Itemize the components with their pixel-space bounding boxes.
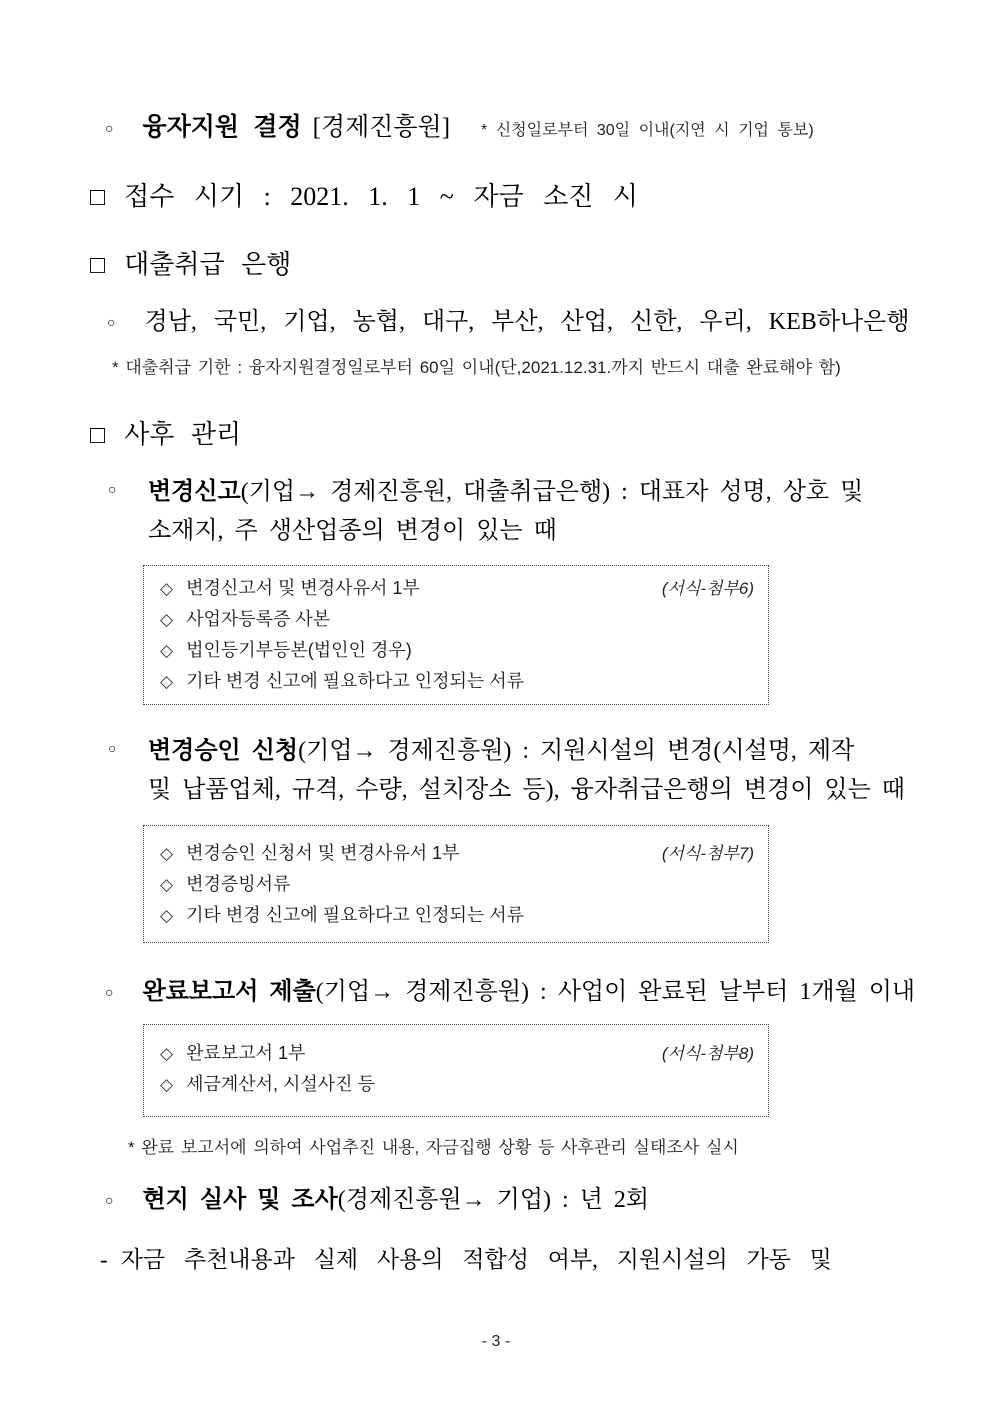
loan-decision-note: * 신청일로부터 30일 이내(지연 시 기업 통보) xyxy=(481,122,814,139)
change-approval-line1-rest: (기업→ 경제진흥원) : 지원시설의 변경(시설명, 제작 xyxy=(298,738,855,764)
circle-bullet-icon: ○ xyxy=(108,483,117,498)
doc-text: 변경승인 신청서 및 변경사유서 1부 xyxy=(186,843,460,863)
doc-row xyxy=(160,1069,754,1100)
diamond-bullet-icon: ◇ xyxy=(160,875,174,894)
circle-bullet-icon: ○ xyxy=(105,122,114,137)
circle-bullet-icon: ○ xyxy=(105,1194,114,1209)
doc-row xyxy=(160,666,754,697)
reception-period-line xyxy=(90,177,638,218)
form-ref-label: (서식-첨부8) xyxy=(661,1044,754,1063)
page-number: - 3 - xyxy=(481,1333,511,1350)
change-report-docs-box xyxy=(143,565,769,705)
circle-bullet-icon: ○ xyxy=(105,986,114,1001)
diamond-bullet-icon: ◇ xyxy=(160,610,174,629)
doc-row xyxy=(160,1038,754,1069)
banks-note: * 대출취급 기한 : 융자지원결정일로부터 60일 이내(단,2021.12.31.까지 반드시 대출 완료해야 함) xyxy=(112,358,841,377)
doc-row xyxy=(160,604,754,635)
square-bullet-icon: □ xyxy=(90,184,106,211)
doc-text: 완료보고서 1부 xyxy=(186,1043,306,1063)
onsite-inspection-title: 현지 실사 및 조사 xyxy=(142,1187,338,1213)
circle-bullet-icon: ○ xyxy=(107,316,116,331)
change-report-line2: 소재지, 주 생산업종의 변경이 있는 때 xyxy=(148,518,557,544)
banks-note-line xyxy=(112,355,841,381)
change-approval-line2: 및 납품업체, 규격, 수량, 설치장소 등), 융자취급은행의 변경이 있는 때 xyxy=(148,777,905,803)
doc-text: 기타 변경 신고에 필요하다고 인정되는 서류 xyxy=(186,905,525,925)
completion-report-line xyxy=(105,972,915,1016)
doc-text: 기타 변경 신고에 필요하다고 인정되는 서류 xyxy=(186,671,525,691)
banks-list-line xyxy=(107,302,910,346)
circle-bullet-icon: ○ xyxy=(108,742,117,757)
change-approval-item xyxy=(105,732,923,810)
change-approval-title: 변경승인 신청 xyxy=(148,738,299,764)
loan-decision-title: 융자지원 결정 xyxy=(142,114,302,141)
completion-note: * 완료 보고서에 의하여 사업추진 내용, 자금집행 상황 등 사후관리 실태조사 실시 xyxy=(128,1138,739,1157)
doc-text: 세금계산서, 시설사진 등 xyxy=(186,1074,375,1094)
doc-row xyxy=(160,838,754,869)
sub-item-text: 자금 추천내용과 실제 사용의 적합성 여부, 지원시설의 가동 및 xyxy=(120,1247,832,1272)
change-approval-text xyxy=(148,732,923,810)
banks-heading: 대출취급 은행 xyxy=(124,250,292,279)
onsite-inspection-line xyxy=(105,1180,649,1224)
doc-text: 법인등기부등본(법인인 경우) xyxy=(186,640,412,660)
square-bullet-icon: □ xyxy=(90,422,106,449)
aftercare-heading: 사후 관리 xyxy=(124,420,242,449)
loan-decision-line xyxy=(105,108,814,152)
onsite-inspection-rest: (경제진흥원→ 기업) : 년 2회 xyxy=(337,1187,650,1213)
banks-list: 경남, 국민, 기업, 농협, 대구, 부산, 산업, 신한, 우리, KEB하나은행 xyxy=(144,309,910,335)
change-report-title: 변경신고 xyxy=(148,479,241,505)
doc-text: 사업자등록증 사본 xyxy=(186,609,331,629)
diamond-bullet-icon: ◇ xyxy=(160,844,174,863)
diamond-bullet-icon: ◇ xyxy=(160,641,174,660)
square-bullet-icon: □ xyxy=(90,252,106,279)
doc-text: 변경증빙서류 xyxy=(186,874,291,894)
change-report-item xyxy=(105,473,923,551)
loan-decision-org: [경제진흥원] xyxy=(312,114,451,141)
change-approval-line1 xyxy=(148,732,923,771)
dash-bullet-icon: - xyxy=(100,1247,108,1272)
form-ref-label: (서식-첨부7) xyxy=(661,844,754,863)
diamond-bullet-icon: ◇ xyxy=(160,1075,174,1094)
change-report-text xyxy=(148,473,923,551)
banks-heading-line xyxy=(90,245,291,286)
doc-row xyxy=(160,900,754,931)
diamond-bullet-icon: ◇ xyxy=(160,672,174,691)
completion-report-title: 완료보고서 제출 xyxy=(142,979,316,1005)
doc-text: 변경신고서 및 변경사유서 1부 xyxy=(186,578,420,598)
doc-row xyxy=(160,635,754,666)
aftercare-heading-line xyxy=(90,415,241,456)
form-ref-label: (서식-첨부6) xyxy=(661,579,754,598)
diamond-bullet-icon: ◇ xyxy=(160,579,174,598)
doc-row xyxy=(160,869,754,900)
change-report-line1 xyxy=(148,473,923,512)
sub-item-line xyxy=(100,1240,832,1280)
doc-row xyxy=(160,573,754,604)
reception-period-text: 접수 시기 : 2021. 1. 1 ~ 자금 소진 시 xyxy=(124,182,638,211)
completion-report-rest: (기업→ 경제진흥원) : 사업이 완료된 날부터 1개월 이내 xyxy=(315,979,916,1005)
completion-note-line xyxy=(128,1135,739,1161)
change-approval-docs-box xyxy=(143,825,769,943)
diamond-bullet-icon: ◇ xyxy=(160,906,174,925)
diamond-bullet-icon: ◇ xyxy=(160,1044,174,1063)
completion-report-docs-box xyxy=(143,1024,769,1117)
change-report-line1-rest: (기업→ 경제진흥원, 대출취급은행) : 대표자 성명, 상호 및 xyxy=(240,479,864,505)
